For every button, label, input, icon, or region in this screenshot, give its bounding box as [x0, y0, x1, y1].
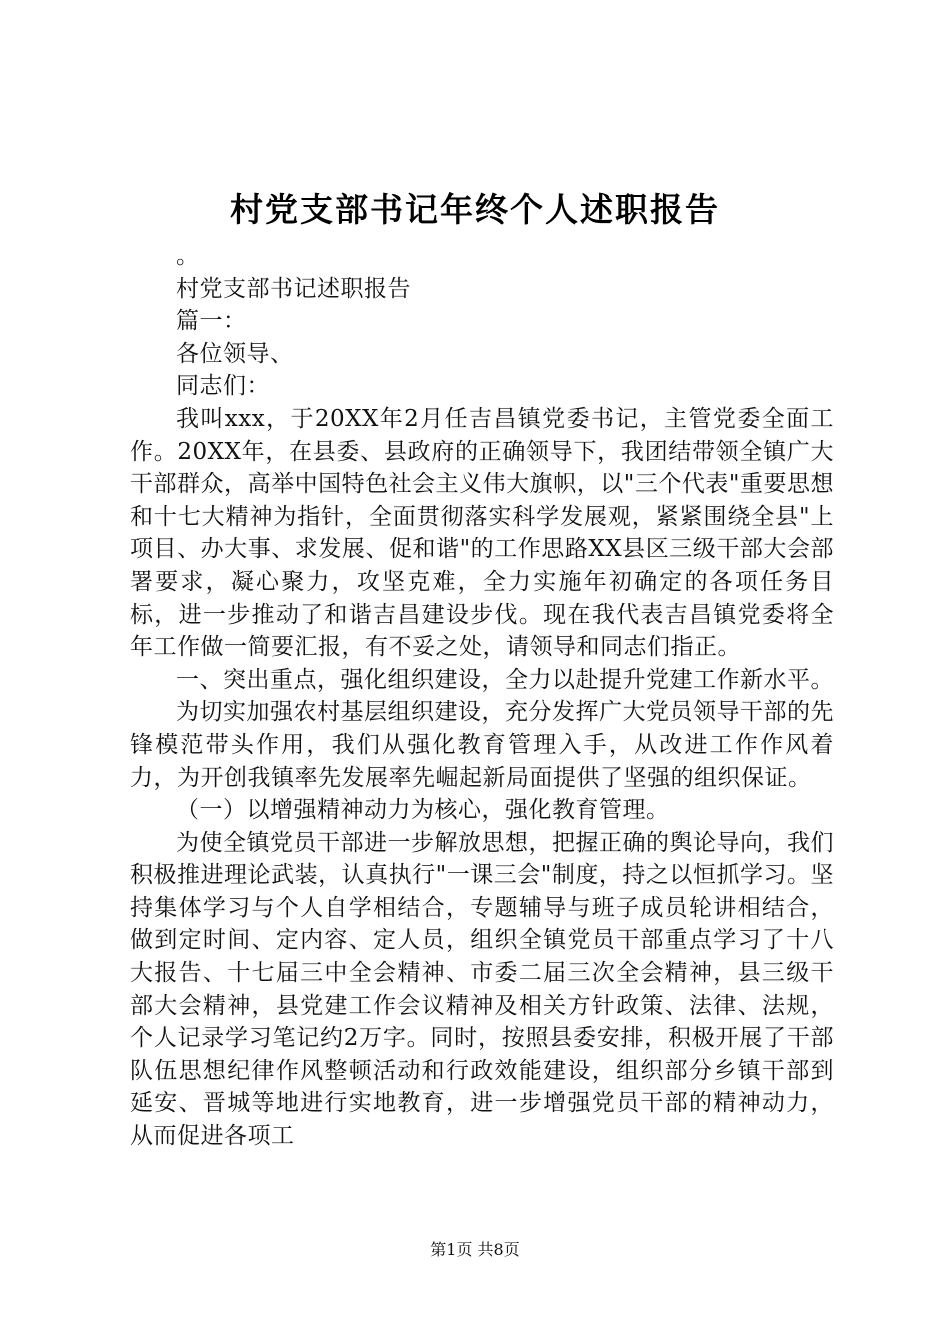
paragraph-subheading-one: （一）以增强精神动力为核心，强化教育管理。 — [176, 797, 670, 824]
paragraph-organization: 为切实加强农村基层组织建设，充分发挥广大党员领导干部的先锋模范带头作用，我们从强化教育管理入手，从改进工作作风着力，为开创我镇率先发展率先崛起新局面提供了坚强的组织保证。 — [130, 699, 834, 791]
paragraph-subtitle: 村党支部书记述职报告 — [176, 275, 411, 302]
paragraph-heading-one: 一、突出重点，强化组织建设，全力以赴提升党建工作新水平。 — [176, 666, 834, 693]
paragraph-period: 。 — [176, 243, 200, 269]
paragraph-salutation-leaders: 各位领导、 — [176, 340, 294, 367]
paragraph-study: 为使全镇党员干部进一步解放思想，把握正确的舆论导向，我们积极推进理论武装，认真执行"一课三会"制度，持之以恒抓学习。坚持集体学习与个人自学相结合，专题辅导与班子成员轮讲相结合，做到定时间、定内容、定人员，组织全镇党员干部重点学习了十八大报告、十七届三中全会精神、市委二届三次全会精神，县三级干部大会精神，县党建工作会议精神及相关方针政策、法律、法规，个人记录学习笔记约2万字。同时，按照县委安排，积极开展了干部队伍思想纪律作风整顿活动和行政效能建设，组织部分乡镇干部到延安、晋城等地进行实地教育，进一步增强党员干部的精神动力，从而促进各项工 — [130, 829, 834, 1150]
paragraph-introduction: 我叫xxx，于20XX年2月任吉昌镇党委书记，主管党委全面工作。20XX年，在县委、县政府的正确领导下，我团结带领全镇广大干部群众，高举中国特色社会主义伟大旗帜，以"三个代表"重要思想和十七大精神为指针，全面贯彻落实科学发展观，紧紧围绕全县"上项目、办大事、求发展、促和谐"的工作思路XX县区三级干部大会部署要求，凝心聚力，攻坚克难，全力实施年初确定的各项任务目标，进一步推动了和谐吉昌建设步伐。现在我代表吉昌镇党委将全年工作做一简要汇报，有不妥之处，请领导和同志们指正。 — [130, 405, 834, 661]
document-title: 村党支部书记年终个人述职报告 — [230, 190, 720, 229]
document-body — [130, 240, 834, 1153]
paragraph-salutation-comrades: 同志们： — [176, 373, 270, 400]
page-footer: 第1页 共8页 — [430, 1240, 520, 1259]
paragraph-section-label: 篇一： — [176, 308, 247, 335]
